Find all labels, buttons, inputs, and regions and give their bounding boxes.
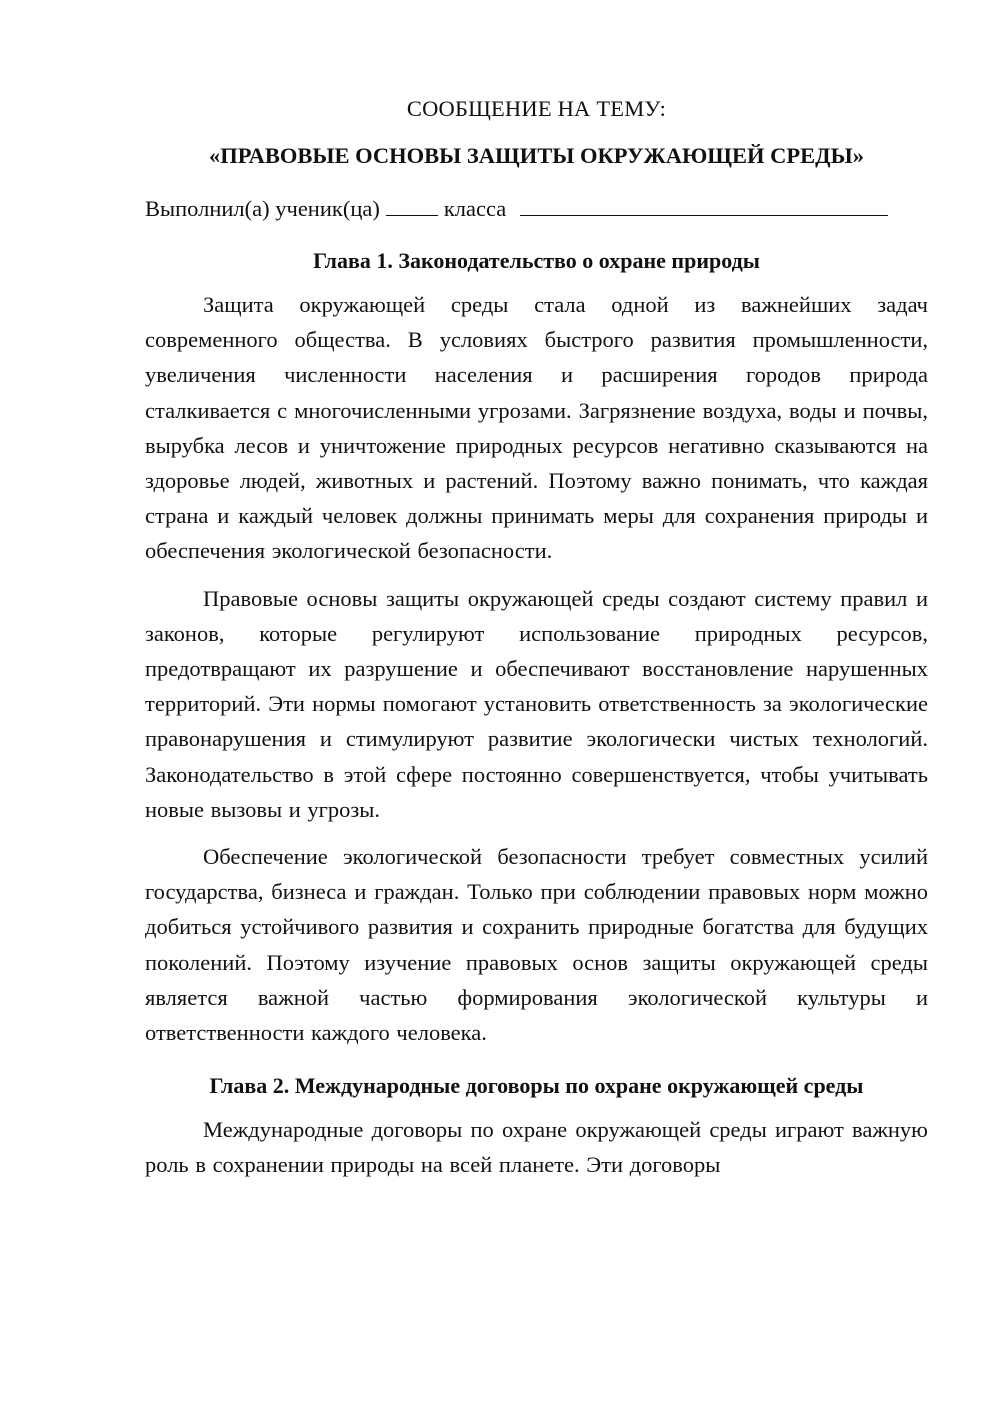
name-blank-field[interactable] [520,195,888,216]
chapter-1-title: Глава 1. Законодательство о охране природы [313,248,760,273]
document-heading-line2: «ПРАВОВЫЕ ОСНОВЫ ЗАЩИТЫ ОКРУЖАЮЩЕЙ СРЕДЫ» [209,143,864,168]
author-line [145,195,928,223]
chapter-2-title: Глава 2. Международные договоры по охране окружающей среды [209,1073,864,1099]
chapter-1-paragraph-2: Правовые основы защиты окружающей среды создают систему правил и законов, которые регулируют использование природных ресурсов, предотвращают их разрушение и обеспечивают восстановление нарушенных территорий. Эти нормы помогают установить ответственность за экологические правонарушения и стимулируют развитие экологически чистых технологий. Законодательство в этой сфере постоянно совершенствуется, чтобы учитывать новые вызовы и угрозы. [145,585,928,822]
document-content [145,95,928,1183]
author-label: Выполнил(а) ученик(ца) [145,196,380,221]
class-label: класса [443,196,507,221]
chapter-1-paragraph-1: Защита окружающей среды стала одной из важнейших задач современного общества. В условиях быстрого развития промышленности, увеличения численности населения и расширения городов природа сталкивается с многочисленными угрозами. Загрязнение воздуха, воды и почвы, вырубка лесов и уничтожение природных ресурсов негативно сказываются на здоровье людей, животных и растений. Поэтому важно понимать, что каждая страна и каждый человек должны принимать меры для сохранения природы и обеспечения экологической безопасности. [145,292,928,564]
chapter-1-paragraph-3: Обеспечение экологической безопасности требует совместных усилий государства, бизнеса и граждан. Только при соблюдении правовых норм можно добиться устойчивого развития и сохранить природные богатства для будущих поколений. Поэтому изучение правовых основ защиты окружающей среды является важной частью формирования экологической культуры и ответственности каждого человека. [145,844,928,1046]
grade-blank-field[interactable] [386,195,438,216]
document-heading-line1: СООБЩЕНИЕ НА ТЕМУ: [406,96,667,121]
chapter-2-paragraph-1: Международные договоры по охране окружающей среды играют важную роль в сохранении природы на всей планете. Эти договоры [145,1117,928,1178]
